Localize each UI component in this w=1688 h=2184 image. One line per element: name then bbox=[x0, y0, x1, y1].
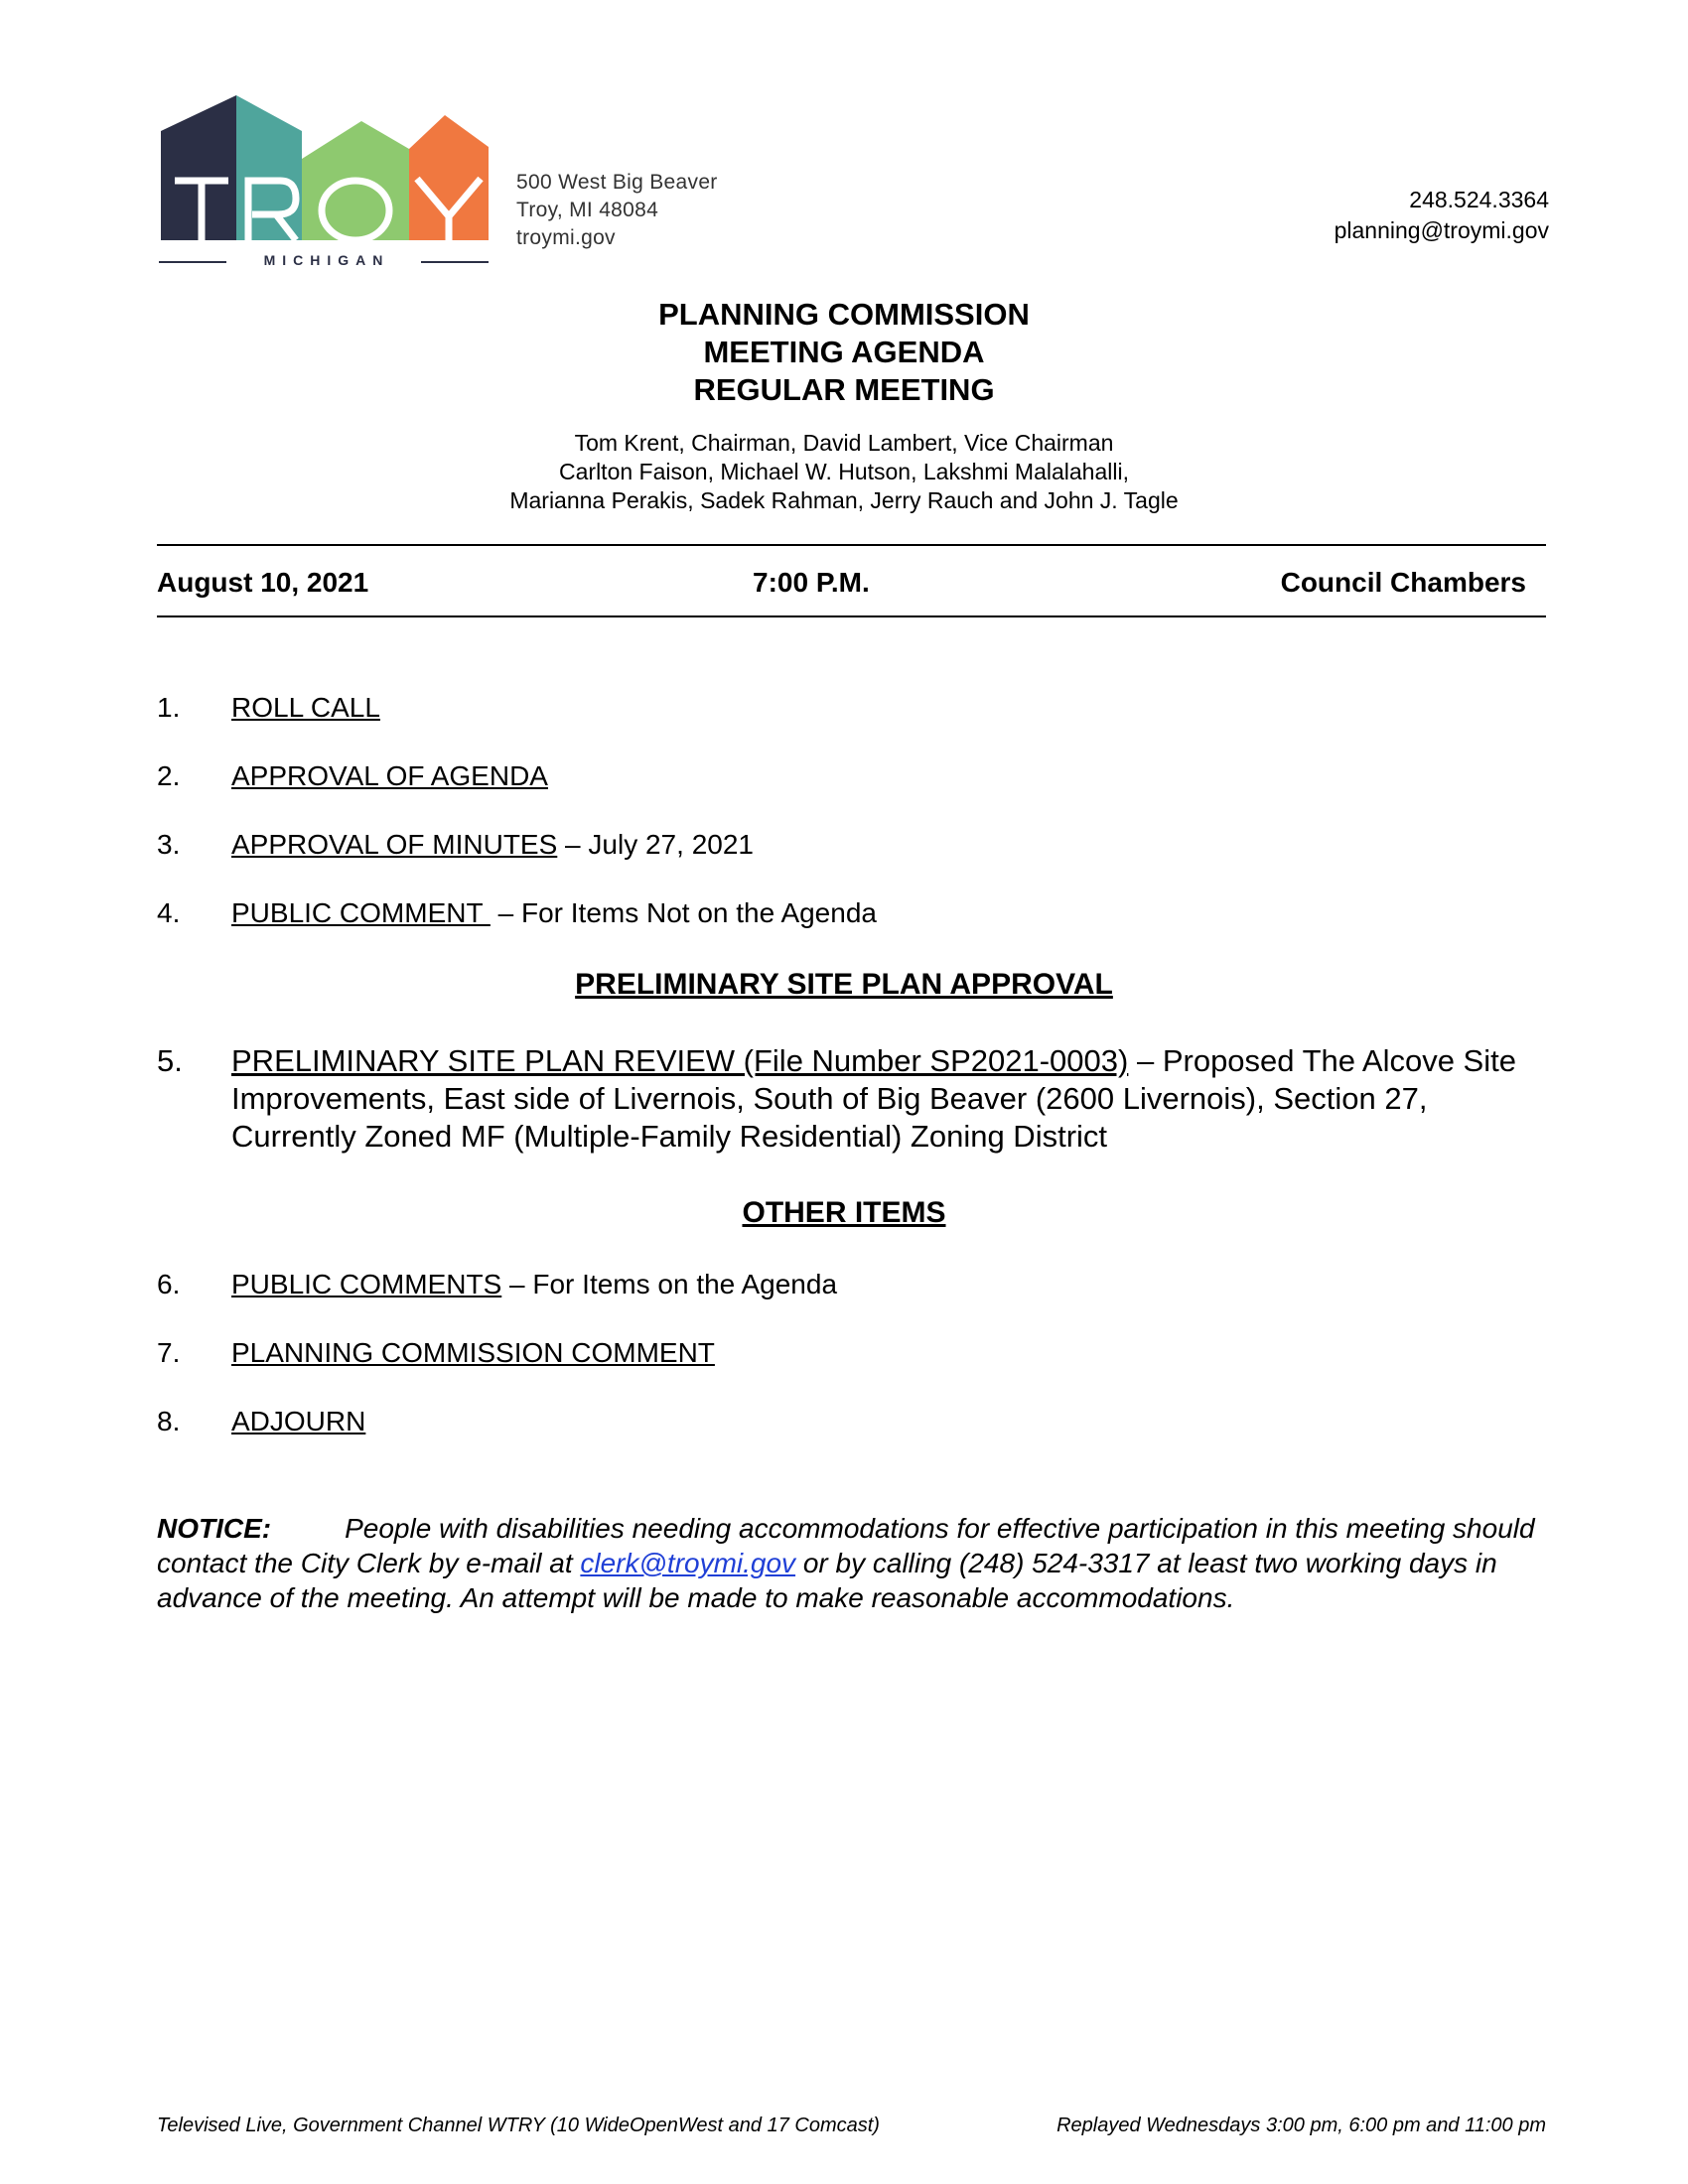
agenda-item bbox=[231, 757, 1546, 795]
page-title bbox=[0, 296, 1688, 409]
address-street: 500 West Big Beaver bbox=[516, 171, 718, 194]
agenda-item-label: PRELIMINARY SITE PLAN REVIEW (File Number SP2021-0003) bbox=[231, 1043, 1129, 1078]
notice-text-2: or by calling (248) 524-3317 at least two working days in advance of the meeting. An attempt will be made to make reasonable accommodations. bbox=[157, 1548, 1497, 1613]
agenda-item bbox=[231, 826, 1546, 864]
agenda-item-label: PUBLIC COMMENTS bbox=[231, 1269, 502, 1299]
contact-block bbox=[1335, 185, 1549, 246]
agenda-item-number: 8. bbox=[157, 1406, 181, 1436]
agenda-item bbox=[231, 1042, 1546, 1156]
agenda-item-label: APPROVAL OF MINUTES bbox=[231, 829, 558, 860]
footer bbox=[157, 2113, 1546, 2138]
agenda-item bbox=[231, 894, 1546, 932]
agenda-item-number: 7. bbox=[157, 1337, 181, 1368]
agenda-item-label: ROLL CALL bbox=[231, 692, 380, 723]
clerk-email-link[interactable]: clerk@troymi.gov bbox=[580, 1548, 796, 1578]
agenda-item-suffix: – Proposed The Alcove Site Improvements, East side of Livernois, South of Big Beaver (2600 Livernois), Section 27, Currently Zoned MF (Multiple-Family Residential) Zoning District bbox=[231, 1043, 1516, 1154]
footer-broadcast: Televised Live, Government Channel WTRY (10 WideOpenWest and 17 Comcast) bbox=[157, 2115, 880, 2136]
title-line-1: PLANNING COMMISSION bbox=[658, 297, 1030, 332]
address-block bbox=[516, 169, 718, 252]
agenda-item-number: 2. bbox=[157, 760, 181, 791]
agenda-item-number: 3. bbox=[157, 829, 181, 860]
meeting-date: August 10, 2021 bbox=[157, 567, 369, 598]
notice-text-1: People with disabilities needing accommodations for effective participation in this meeting should contact the City Clerk by e-mail at bbox=[157, 1513, 1535, 1578]
agenda-item bbox=[231, 1334, 1546, 1372]
meeting-time: 7:00 P.M. bbox=[753, 567, 870, 598]
agenda-item bbox=[231, 1266, 1546, 1303]
accessibility-notice bbox=[157, 1511, 1546, 1615]
commission-members bbox=[0, 429, 1688, 515]
contact-phone: 248.524.3364 bbox=[1409, 187, 1549, 212]
troy-logo bbox=[157, 91, 491, 274]
agenda-item-label: PLANNING COMMISSION COMMENT bbox=[231, 1337, 715, 1368]
members-line-2: Carlton Faison, Michael W. Hutson, Lakshmi Malalahalli, bbox=[559, 459, 1129, 484]
agenda-item bbox=[231, 1403, 1546, 1440]
agenda-item bbox=[231, 689, 1546, 727]
troy-logo-graphic bbox=[157, 91, 491, 274]
contact-email[interactable]: planning@troymi.gov bbox=[1334, 217, 1549, 243]
agenda-item-number: 6. bbox=[157, 1269, 181, 1299]
agenda-item-number: 1. bbox=[157, 692, 181, 723]
top-divider bbox=[157, 544, 1546, 546]
meeting-location: Council Chambers bbox=[1280, 567, 1526, 598]
address-website: troymi.gov bbox=[516, 226, 616, 249]
logo-subtitle: MICHIGAN bbox=[263, 252, 390, 268]
bottom-divider bbox=[157, 615, 1546, 617]
members-line-1: Tom Krent, Chairman, David Lambert, Vice Chairman bbox=[574, 430, 1114, 456]
address-city: Troy, MI 48084 bbox=[516, 199, 659, 221]
notice-lead: NOTICE: bbox=[157, 1513, 272, 1544]
agenda-item-suffix: – July 27, 2021 bbox=[557, 829, 754, 860]
footer-replay: Replayed Wednesdays 3:00 pm, 6:00 pm and 11:00 pm bbox=[1056, 2115, 1546, 2136]
members-line-3: Marianna Perakis, Sadek Rahman, Jerry Rauch and John J. Tagle bbox=[509, 487, 1179, 513]
section-heading-preliminary: PRELIMINARY SITE PLAN APPROVAL bbox=[575, 968, 1113, 1001]
agenda-item-label: APPROVAL OF AGENDA bbox=[231, 760, 548, 791]
agenda-item-label: ADJOURN bbox=[231, 1406, 366, 1436]
section-heading-other: OTHER ITEMS bbox=[742, 1196, 946, 1229]
agenda-item-label: PUBLIC COMMENT bbox=[231, 897, 491, 928]
title-line-3: REGULAR MEETING bbox=[693, 372, 995, 407]
title-line-2: MEETING AGENDA bbox=[703, 335, 985, 369]
agenda-item-suffix: – For Items Not on the Agenda bbox=[490, 897, 877, 928]
agenda-item-number: 5. bbox=[157, 1043, 183, 1078]
agenda-item-number: 4. bbox=[157, 897, 181, 928]
agenda-item-suffix: – For Items on the Agenda bbox=[501, 1269, 838, 1299]
